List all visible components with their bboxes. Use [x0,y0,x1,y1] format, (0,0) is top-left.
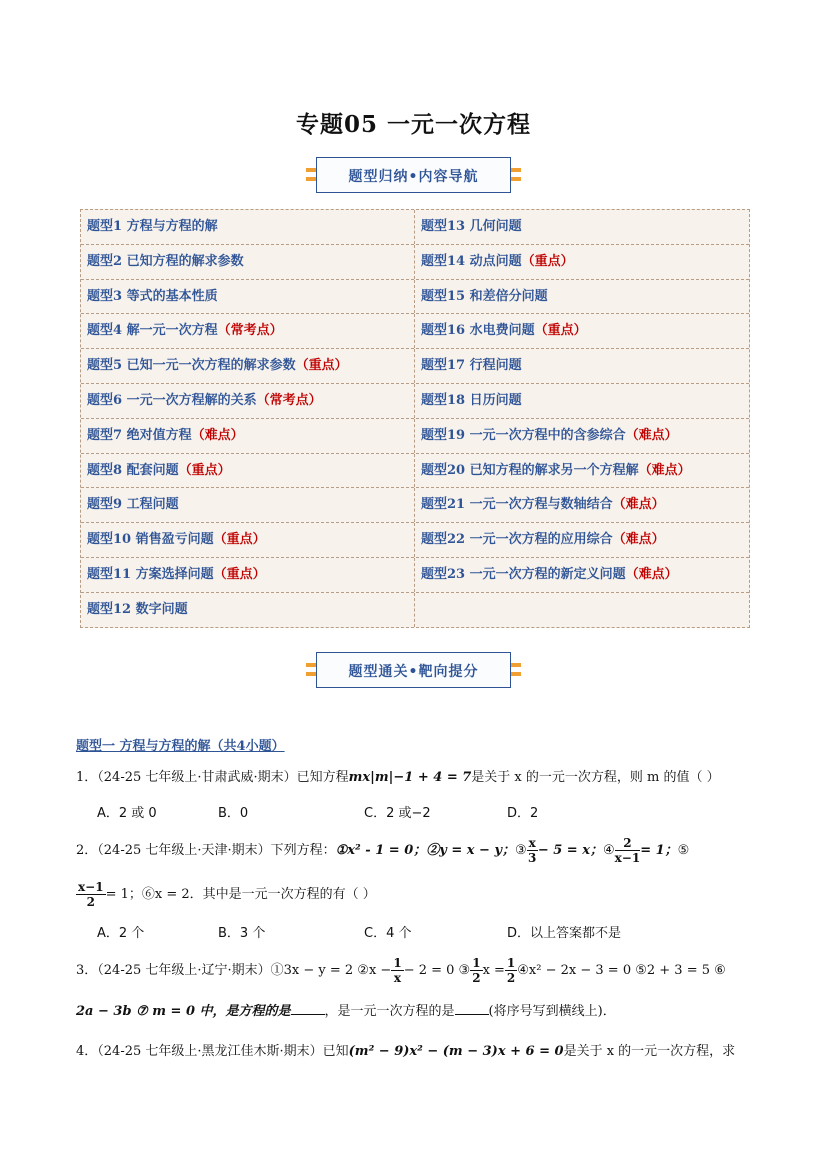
question-2-stem-end: = 1；⑥x = 2．其中是一元一次方程的有（ ） [105,887,376,902]
option-a: A．2 或 0 [97,806,157,821]
toc-item-label: 题型17 行程问题 [421,358,522,374]
question-2-stem: 2．（24-25 七年级上·天津·期末）下列方程： [76,843,336,858]
fraction-half-a: $\frac{1}{2}$ [472,956,481,985]
toc-item-tag: （重点） [213,566,266,582]
toc-item[interactable] [81,593,415,627]
answer-blank-2[interactable] [455,1014,489,1015]
toc-row [81,314,749,349]
question-3 [76,956,726,985]
toc-item[interactable] [415,280,749,314]
option-b: B．0 [218,806,249,821]
equation-5-index: ⑤ [677,843,690,858]
toc-item-label: 题型11 方案选择问题 [87,566,214,582]
toc-item-tag: （重点） [213,532,266,548]
question-3-line-2-start: 2a − 3b ⑦ m = 0 中，是方程的是 [76,1004,291,1019]
answer-blank-1[interactable] [291,1014,325,1015]
toc-item[interactable] [415,558,749,592]
toc-item-label: 题型6 一元一次方程解的关系 [87,392,257,408]
toc-item-label: 题型10 销售盈亏问题 [87,532,214,548]
fraction-half-b: $\frac{1}{2}$ [506,956,516,985]
option-d: D．2 [507,806,539,821]
question-2-line-2 [76,880,376,909]
toc-item-label: 题型18 日历问题 [421,392,522,408]
toc-item[interactable] [415,419,749,453]
toc-item[interactable] [415,488,749,522]
option-c: C．2 或−2 [364,806,431,821]
question-3-part-4: ④x² − 2x − 3 = 0 ⑤2 + 3 = 5 ⑥ [517,963,726,978]
question-4 [76,1040,735,1059]
equation-1: ①x² - 1 = 0； [335,843,427,858]
toc-item-tag: （重点） [178,462,231,478]
toc-item-label: 题型16 水电费问题 [421,323,535,339]
toc-item-label: 题型12 数字问题 [87,601,188,617]
toc-row [81,488,749,523]
toc-item[interactable] [415,384,749,418]
fraction-1-over-x: $\frac{1}{x}$ [393,956,402,985]
toc-item-tag: （重点） [534,323,587,339]
toc-item-label: 题型8 配套问题 [87,462,179,478]
banner-practice-label: 题型通关•靶向提分 [348,664,479,680]
toc-item-tag: （难点） [612,497,665,513]
toc-item-label: 题型19 一元一次方程中的含参综合 [421,427,626,443]
question-1-stem: 1．（24-25 七年级上·甘肃武威·期末）已知方程 [76,770,349,785]
toc-item[interactable] [415,245,749,279]
fraction-x-over-3: $\frac{x}{3}$ [528,836,537,865]
toc-row [81,558,749,593]
option-c: C．4 个 [364,926,412,941]
question-1 [76,766,720,785]
equation-2: ②y = x − y； [426,843,515,858]
question-4-stem: 4．（24-25 七年级上·黑龙江佳木斯·期末）已知 [76,1044,349,1059]
toc-item-tag: （难点） [625,566,678,582]
toc-item-label: 题型13 几何问题 [421,219,522,234]
equation-4-index: ④ [602,843,615,858]
toc-item[interactable] [81,349,415,383]
toc-item-label: 题型7 绝对值方程 [87,427,192,443]
question-4-equation: (m² − 9)x² − (m − 3)x + 6 = 0 [348,1044,564,1059]
toc-item[interactable] [81,314,415,348]
question-3-stem: 3．（24-25 七年级上·辽宁·期末）①3x − y = 2 ②x − [76,963,392,978]
question-2 [76,836,689,865]
toc-item[interactable] [81,384,415,418]
equation-3: − 5 = x； [537,843,603,858]
toc-item-tag: （重点） [521,253,574,269]
section-banner-practice [306,652,521,688]
toc-item-label: 题型2 已知方程的解求参数 [87,253,244,269]
section-heading: 题型一 方程与方程的解（共4小题） [76,739,285,754]
banner-toc-label: 题型归纳•内容导航 [348,169,479,185]
question-3-line-2-end: (将序号写到横线上)． [488,1004,616,1019]
question-1-stem-end: 是关于 x 的一元一次方程，则 m 的值（ ） [471,770,720,785]
toc-item[interactable] [415,454,749,488]
toc-item[interactable] [81,210,415,244]
toc-item-label: 题型9 工程问题 [87,497,179,513]
toc-item[interactable] [81,523,415,557]
toc-row [81,384,749,419]
toc-row [81,280,749,315]
toc-item-tag: （难点） [625,427,678,443]
toc-item-label: 题型15 和差倍分问题 [421,288,548,304]
toc-item-label: 题型14 动点问题 [421,253,522,269]
toc-item-label: 题型21 一元一次方程与数轴结合 [421,497,613,513]
question-3-part-3: x = [482,963,505,978]
question-1-equation: mx|m|−1 + 4 = 7 [348,770,472,785]
toc-item[interactable] [81,280,415,314]
question-4-stem-end: 是关于 x 的一元一次方程，求 [563,1044,736,1059]
toc-item[interactable] [81,454,415,488]
toc-item-tag: （重点） [295,358,348,374]
option-a: A．2 个 [97,926,145,941]
question-3-line-2 [76,1000,616,1019]
toc-item-tag: （难点） [612,532,665,548]
toc-row [81,454,749,489]
toc-item-label: 题型4 解一元一次方程 [87,323,218,339]
equation-3-index: ③ [515,843,527,858]
toc-item-label: 题型20 已知方程的解求另一个方程解 [421,462,639,478]
toc-row [81,593,749,627]
toc-item-tag: （常考点） [217,323,283,339]
toc-item-label: 题型3 等式的基本性质 [87,288,218,304]
toc-item[interactable] [81,488,415,522]
toc-row [81,245,749,280]
section-banner-toc [306,157,521,193]
toc-item[interactable] [81,245,415,279]
toc-row [81,349,749,384]
toc-row [81,419,749,454]
toc-item-label: 题型23 一元一次方程的新定义问题 [421,566,626,582]
question-3-part-2: − 2 = 0 ③ [403,963,471,978]
toc-item-tag: （难点） [191,427,244,443]
toc-item[interactable] [81,419,415,453]
toc-item[interactable] [415,314,749,348]
toc-item[interactable] [415,210,749,244]
option-b: B．3 个 [218,926,266,941]
question-3-line-2-mid: ，是一元一次方程的是 [324,1004,455,1019]
toc-item-label: 题型22 一元一次方程的应用综合 [421,532,613,548]
toc-item-tag: （难点） [638,462,691,478]
equation-4: = 1； [640,843,678,858]
toc-item-label: 题型1 方程与方程的解 [87,219,218,234]
option-d: D．以上答案都不是 [507,926,622,941]
fraction-2-over-x-1: $\frac{2}{x-1}$ [614,836,641,865]
toc-item[interactable] [415,523,749,557]
toc-item[interactable] [415,349,749,383]
toc-item[interactable] [81,558,415,592]
toc-row [81,523,749,558]
toc-item [415,593,749,627]
page-title: 专题05 一元一次方程 [295,111,531,138]
fraction-x-1-over-2: $\frac{x-1}{2}$ [78,880,104,909]
toc-table [80,209,750,628]
toc-item-tag: （常考点） [256,392,322,408]
toc-item-label: 题型5 已知一元一次方程的解求参数 [87,358,296,374]
toc-row [81,210,749,245]
